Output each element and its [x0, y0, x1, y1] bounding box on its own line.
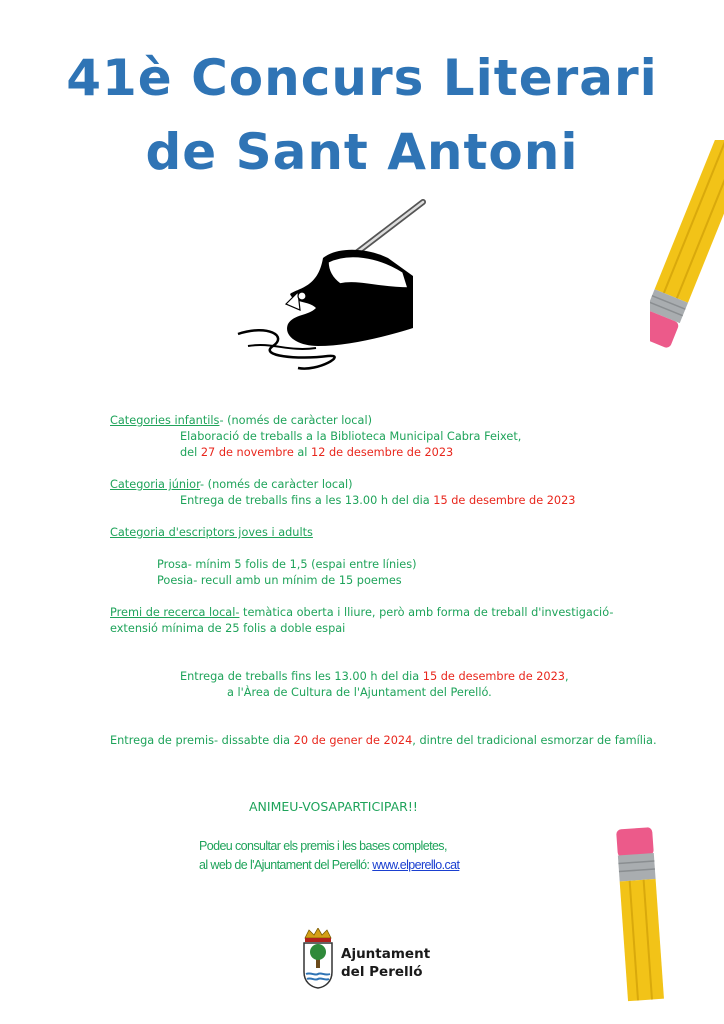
- infantils-dates-mid: al: [293, 446, 312, 459]
- logo-line1: Ajuntament: [341, 946, 431, 962]
- premis-line: [110, 733, 657, 749]
- infantils-dates-prefix: del: [180, 446, 201, 459]
- recerca-heading: Premi de recerca local-: [110, 606, 240, 619]
- entrega-comma: ,: [565, 670, 569, 683]
- infantils-heading: Categories infantils: [110, 414, 220, 427]
- infantils-note: - (només de caràcter local): [219, 414, 372, 427]
- consult-line2-text: al web de l'Ajuntament del Perelló:: [199, 858, 373, 872]
- premis-text-b: , dintre del tradicional esmorzar de família.: [412, 734, 657, 747]
- hand-writing-icon: [228, 196, 428, 376]
- pencil-icon: [612, 824, 672, 1004]
- recerca-line2: extensió mínima de 25 folis a doble espai: [110, 622, 346, 635]
- cta-text: ANIMEU-VOSAPARTICIPAR!!: [249, 799, 418, 814]
- infantils-date-start: 27 de novembre: [200, 446, 294, 459]
- adults-poesia: Poesia- recull amb un mínim de 15 poemes: [157, 574, 402, 587]
- page-title-line2: de Sant Antoni: [145, 123, 579, 181]
- coat-of-arms-icon: [301, 928, 335, 990]
- entrega-date: 15 de desembre de 2023: [422, 670, 565, 683]
- infantils-date-end: 12 de desembre de 2023: [311, 446, 454, 459]
- pencil-icon: [650, 140, 724, 370]
- junior-detail: [180, 493, 576, 509]
- junior-note: - (només de caràcter local): [200, 478, 353, 491]
- adults-heading: Categoria d'escriptors joves i adults: [110, 526, 313, 539]
- infantils-dates: [180, 445, 453, 461]
- premis-text-a: Entrega de premis- dissabte dia: [110, 734, 294, 747]
- junior-line: [110, 477, 353, 493]
- adults-prosa: Prosa- mínim 5 folis de 1,5 (espai entre línies): [157, 558, 417, 571]
- consult-line2: [199, 857, 459, 873]
- website-link[interactable]: www.elperello.cat: [372, 858, 460, 872]
- premis-date: 20 de gener de 2024: [293, 734, 413, 747]
- entrega-text: Entrega de treballs fins les 13.00 h del dia: [180, 670, 423, 683]
- junior-detail-text: Entrega de treballs fins a les 13.00 h del dia: [180, 494, 434, 507]
- recerca-text: temàtica oberta i lliure, però amb forma de treball d'investigació-: [239, 606, 614, 619]
- entrega-line1: [180, 669, 569, 685]
- consult-line1: Podeu consultar els premis i les bases completes,: [199, 839, 447, 853]
- recerca-line1: [110, 605, 613, 621]
- entrega-line2: a l'Àrea de Cultura de l'Ajuntament del Perelló.: [227, 686, 492, 699]
- infantils-detail: Elaboració de treballs a la Biblioteca Municipal Cabra Feixet,: [180, 430, 522, 443]
- junior-date: 15 de desembre de 2023: [433, 494, 576, 507]
- infantils-line: [110, 413, 372, 429]
- logo-line2: del Perelló: [341, 964, 423, 980]
- page-title-line1: 41è Concurs Literari: [66, 49, 658, 107]
- junior-heading: Categoria júnior: [110, 478, 200, 491]
